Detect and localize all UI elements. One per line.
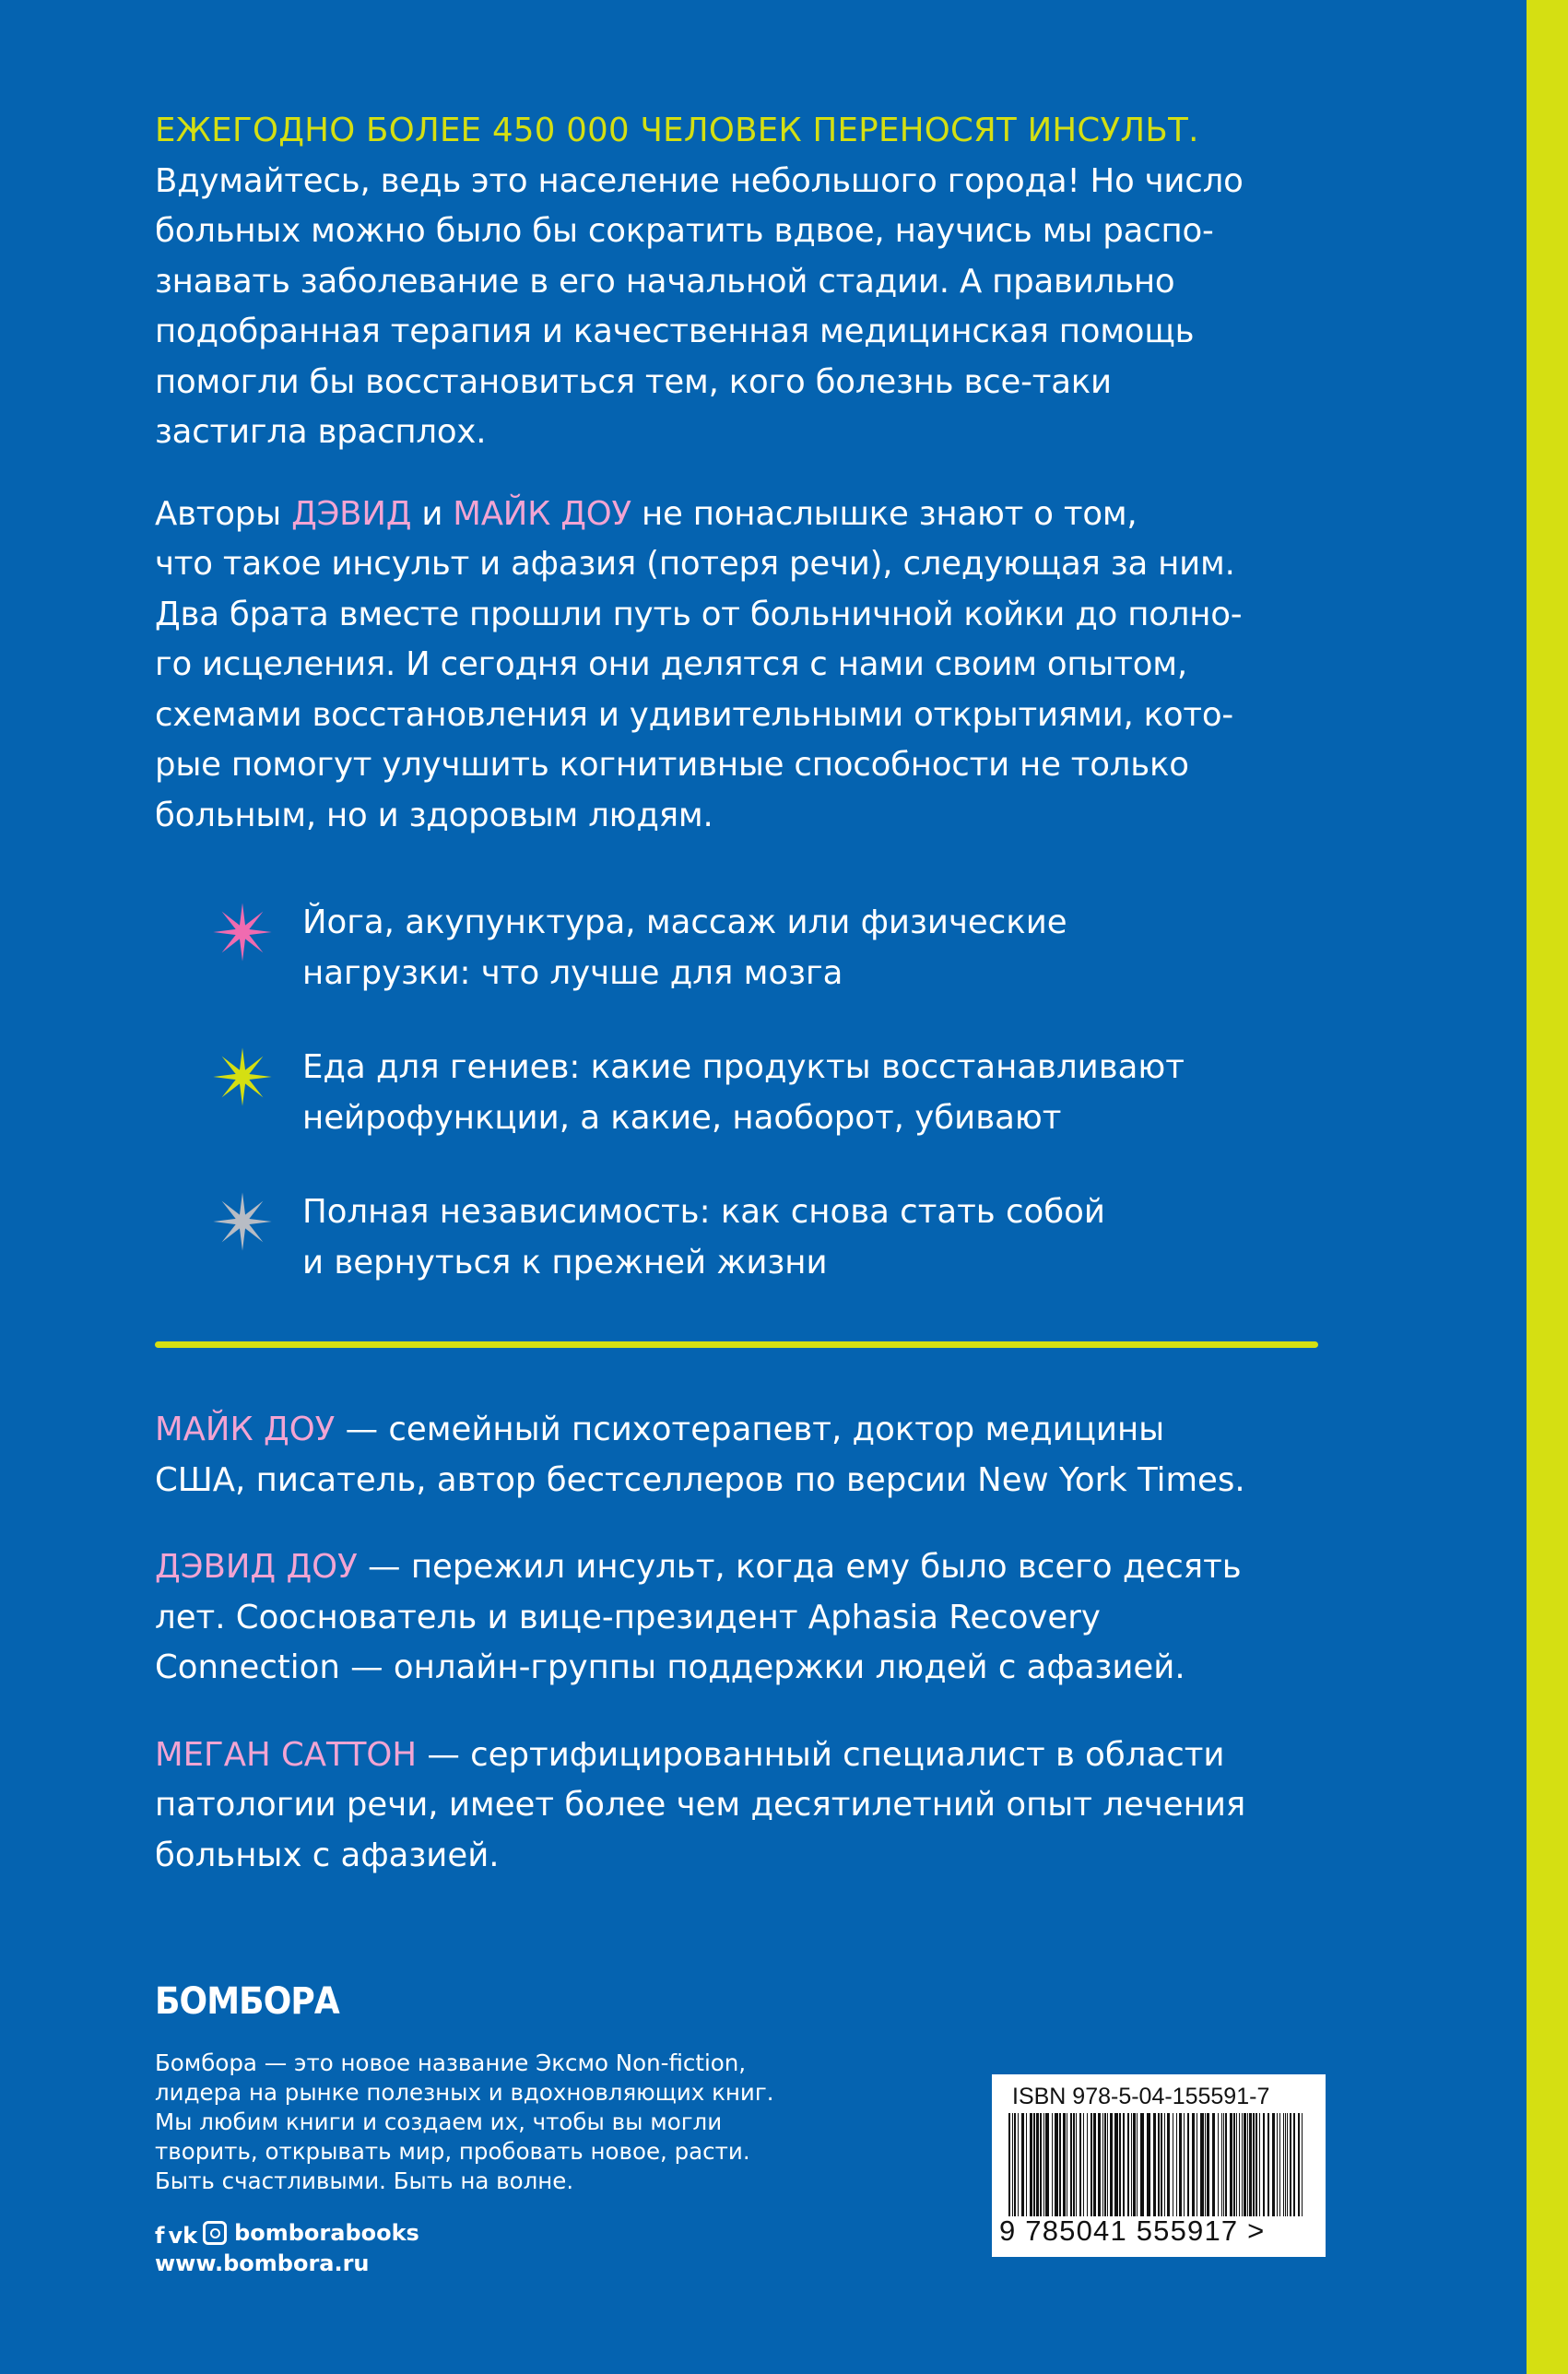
author-name-david: ДЭВИД [291, 494, 412, 533]
feature-text: и вернуться к прежней жизни [302, 1243, 828, 1281]
star-yellow-icon [212, 1046, 273, 1107]
facebook-icon[interactable]: f [155, 2223, 165, 2249]
publisher-blurb [155, 2049, 874, 2196]
star-pink-icon [212, 902, 273, 963]
divider [155, 1341, 1318, 1348]
website-link[interactable]: www.bombora.ru [155, 2250, 370, 2276]
bio-name: ДЭВИД ДОУ [155, 1548, 358, 1586]
intro-line: знавать заболевание в его начальной стадии. А правильно [155, 262, 1175, 301]
feature-text: Полная независимость: как снова стать собой [302, 1193, 1105, 1231]
intro-line: Вдумайтесь, ведь это население небольшого города! Но число [155, 161, 1244, 200]
spine-stripe [1527, 0, 1568, 2374]
social-links [155, 2218, 874, 2248]
feature-list [155, 898, 1326, 1288]
bio-text: больных с афазией. [155, 1836, 500, 1874]
publisher-logo: БОМБОРА [155, 1980, 339, 2023]
feature-text: Еда для гениев: какие продукты восстанавливают [302, 1048, 1185, 1086]
authors-prefix: Авторы [155, 494, 292, 533]
bio-text: патологии речи, имеет более чем десятилетний опыт лечения [155, 1786, 1246, 1824]
authors-line: Два брата вместе прошли путь от больничной койки до полно- [155, 595, 1243, 633]
bio-name: МЕГАН САТТОН [155, 1735, 418, 1774]
feature-item [155, 1043, 1326, 1143]
intro-line: больных можно было бы сократить вдвое, научись мы распо- [155, 212, 1214, 250]
feature-item [155, 898, 1326, 998]
blurb-line: Быть счастливыми. Быть на волне. [155, 2167, 574, 2194]
barcode-digits: 9 785041 555917 > [999, 2215, 1266, 2247]
bio-text: — сертифицированный специалист в области [417, 1735, 1225, 1774]
authors-line: го исцеления. И сегодня они делятся с нами своим опытом, [155, 645, 1187, 683]
blurb-line: лидера на рынке полезных и вдохновляющих книг. [155, 2079, 774, 2106]
bio-text: США, писатель, автор бестселлеров по версии New York Times. [155, 1460, 1245, 1499]
author-bio-mike [155, 1405, 1326, 1506]
authors-line: рые помогут улучшить когнитивные способности не только [155, 746, 1189, 784]
authors-line: что такое инсульт и афазия (потеря речи), следующая за ним. [155, 545, 1235, 583]
feature-text: Йога, акупунктура, массаж или физические [302, 904, 1067, 941]
author-bio-megan [155, 1730, 1326, 1882]
star-silver-icon [212, 1191, 273, 1252]
blurb-line: творить, открывать мир, пробовать новое, расти. [155, 2138, 750, 2165]
intro-paragraph [155, 106, 1326, 458]
instagram-icon[interactable] [203, 2221, 227, 2245]
author-name-mike: МАЙК ДОУ [453, 494, 631, 533]
bio-text: — пережил инсульт, когда ему было всего десять [357, 1548, 1242, 1586]
authors-paragraph [155, 490, 1326, 842]
bio-text: Connection — онлайн-группы поддержки людей с афазией. [155, 1648, 1185, 1686]
bio-text: — семейный психотерапевт, доктор медицины [335, 1411, 1165, 1448]
social-handle[interactable]: bomborabooks [234, 2220, 419, 2246]
blurb-line: Бомбора — это новое название Эксмо Non-fiction, [155, 2049, 747, 2076]
author-bio-david [155, 1542, 1326, 1694]
isbn-barcode [992, 2074, 1326, 2257]
authors-line: схемами восстановления и удивительными открытиями, кото- [155, 695, 1234, 734]
back-cover-text [155, 106, 1326, 1918]
feature-item [155, 1187, 1326, 1288]
intro-line: застигла врасплох. [155, 413, 487, 451]
bio-name: МАЙК ДОУ [155, 1411, 336, 1448]
authors-first-line [155, 490, 1326, 540]
authors-line: больным, но и здоровым людям. [155, 796, 713, 834]
feature-text: нейрофункции, а какие, наоборот, убивают [302, 1098, 1062, 1137]
blurb-line: Мы любим книги и создаем их, чтобы вы могли [155, 2108, 723, 2135]
authors-mid: и [411, 494, 454, 533]
publisher-block [155, 1980, 874, 2279]
authors-suffix: не понаслышке знают о том, [631, 494, 1138, 533]
isbn-number: ISBN 978-5-04-155591-7 [1012, 2084, 1270, 2109]
bio-text: лет. Сооснователь и вице-президент Aphasia Recovery [155, 1598, 1101, 1636]
intro-line: помогли бы восстановиться тем, кого болезнь все-таки [155, 362, 1112, 401]
barcode-bars [1008, 2113, 1305, 2216]
feature-text: нагрузки: что лучше для мозга [302, 953, 843, 992]
author-bios [155, 1405, 1326, 1881]
intro-lead: ЕЖЕГОДНО БОЛЕЕ 450 000 ЧЕЛОВЕК ПЕРЕНОСЯТ ИНСУЛЬТ. [155, 112, 1199, 149]
vk-icon[interactable]: vk [168, 2223, 198, 2249]
intro-line: подобранная терапия и качественная медицинская помощь [155, 313, 1195, 350]
